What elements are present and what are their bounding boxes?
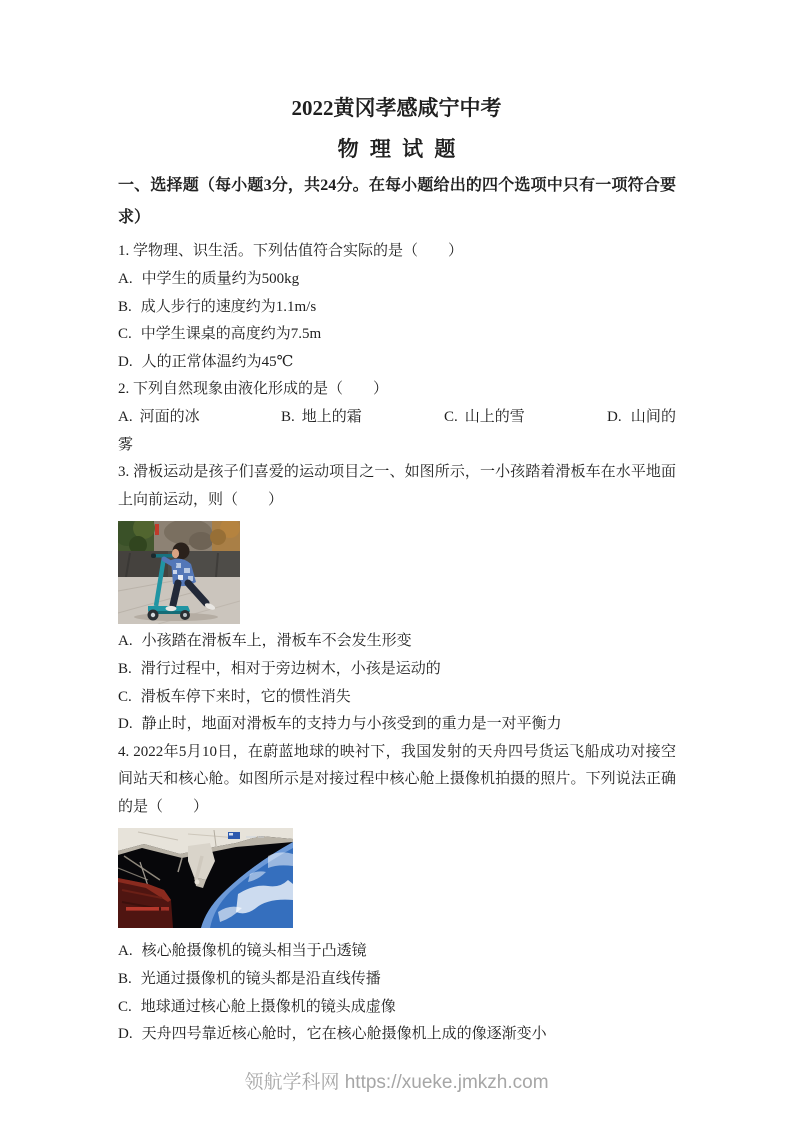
option-text: 静止时，地面对滑板车的支持力与小孩受到的重力是一对平衡力 — [141, 716, 562, 733]
option-text: 小孩踏在滑板车上，滑板车不会发生形变 — [141, 633, 412, 650]
question-3-option-c — [118, 684, 676, 712]
exam-title: 2022黄冈孝感咸宁中考 — [291, 96, 502, 120]
option-text: 地上的霜 — [301, 408, 362, 425]
question-1 — [118, 238, 676, 376]
option-letter: B. — [118, 660, 132, 677]
scooter-photo-graphic — [118, 521, 240, 624]
option-text: 光通过摄像机的镜头都是沿直线传播 — [140, 971, 381, 988]
watermark-footer — [0, 1067, 793, 1094]
option-text: 山间的雾 — [118, 408, 676, 453]
scooter-photo — [118, 521, 240, 624]
option-letter: A. — [118, 270, 133, 287]
question-3-option-d — [118, 711, 676, 739]
question-2-option-a — [118, 404, 281, 432]
option-letter: C. — [444, 408, 458, 425]
question-1-option-c — [118, 321, 676, 349]
question-3-option-b — [118, 656, 676, 684]
section-one-heading: 一、选择题（每小题3分，共24分。在每小题给出的四个选项中只有一项符合要求） — [118, 177, 676, 227]
option-letter: B. — [281, 408, 295, 425]
option-letter: C. — [118, 998, 132, 1015]
option-text: 中学生课桌的高度约为7.5m — [140, 326, 322, 343]
option-letter: B. — [118, 298, 132, 315]
option-letter: A. — [118, 633, 133, 650]
question-4-option-b — [118, 966, 676, 994]
option-letter: C. — [118, 326, 132, 343]
question-2 — [118, 376, 676, 459]
question-1-option-a — [118, 266, 676, 294]
option-letter: D. — [118, 353, 133, 370]
question-3-option-a — [118, 628, 676, 656]
option-letter: A. — [118, 408, 133, 425]
question-4-option-a — [118, 938, 676, 966]
option-letter: A. — [118, 943, 133, 960]
question-2-stem: 2. 下列自然现象由液化形成的是（ ） — [118, 381, 389, 398]
spacecraft-docking-photo-graphic — [118, 828, 293, 928]
question-4 — [118, 739, 676, 1049]
option-text: 地球通过核心舱上摄像机的镜头成虚像 — [140, 998, 396, 1015]
option-letter: D. — [607, 408, 622, 425]
question-3 — [118, 459, 676, 739]
option-letter: D. — [118, 716, 133, 733]
question-list — [118, 238, 676, 1048]
question-4-stem: 4. 2022年5月10日，在蔚蓝地球的映衬下，我国发射的天舟四号货运飞船成功对接空间站天和核心舱。如图所示是对接过程中核心舱上摄像机拍摄的照片。下列说法正确的是（ ） — [118, 743, 676, 815]
option-letter: D. — [118, 1026, 133, 1043]
question-4-option-d — [118, 1021, 676, 1049]
question-2-option-c — [444, 404, 607, 432]
question-1-option-d — [118, 349, 676, 377]
question-2-option-b — [281, 404, 444, 432]
question-2-options-row — [118, 404, 676, 459]
question-3-stem: 3. 滑板运动是孩子们喜爱的运动项目之一、如图所示，一小孩踏着滑板车在水平地面上向前运动，则（ ） — [118, 464, 676, 508]
option-letter: B. — [118, 971, 132, 988]
option-text: 核心舱摄像机的镜头相当于凸透镜 — [141, 943, 367, 960]
option-text: 滑行过程中，相对于旁边树木，小孩是运动的 — [140, 660, 441, 677]
option-text: 河面的冰 — [139, 408, 200, 425]
option-text: 成人步行的速度约为1.1m/s — [140, 298, 317, 315]
question-4-option-c — [118, 994, 676, 1022]
option-text: 天舟四号靠近核心舱时，它在核心舱摄像机上成的像逐渐变小 — [141, 1026, 547, 1043]
option-text: 人的正常体温约为45℃ — [141, 353, 294, 370]
question-1-option-b — [118, 294, 676, 322]
spacecraft-docking-photo — [118, 828, 293, 928]
option-text: 山上的雪 — [464, 408, 525, 425]
question-1-stem: 1. 学物理、识生活。下列估值符合实际的是（ ） — [118, 243, 464, 260]
option-letter: C. — [118, 688, 132, 705]
option-text: 滑板车停下来时，它的惯性消失 — [140, 688, 351, 705]
watermark-text: 领航学科网 https://xueke.jmkzh.com — [244, 1072, 549, 1093]
exam-subtitle: 物 理 试 题 — [337, 137, 459, 162]
exam-content — [118, 170, 676, 1048]
option-text: 中学生的质量约为500kg — [141, 270, 300, 287]
